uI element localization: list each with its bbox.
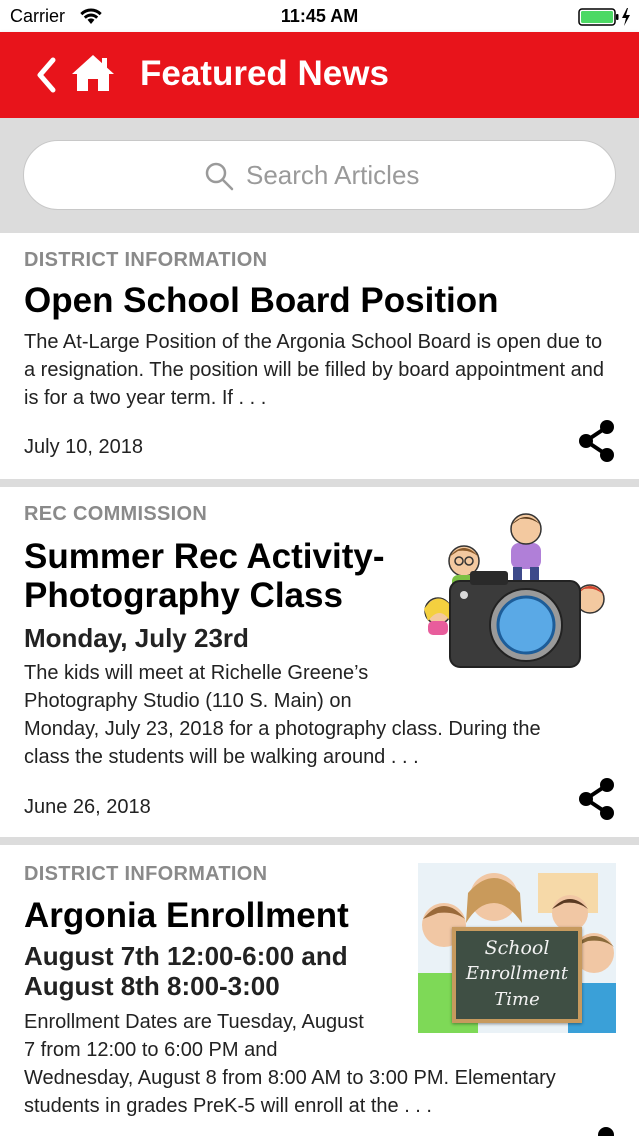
search-input[interactable] [246,155,546,195]
article-category: DISTRICT INFORMATION [24,249,268,271]
article-summary-line3: Monday, July 23, 2018 for a photography class. During the [24,718,541,740]
article-subhead-line2: August 8th 8:00-3:00 [24,971,280,1001]
search-area [0,118,639,232]
article-card[interactable] [0,487,639,837]
article-summary-line1: The kids will meet at Richelle Greene’s [24,662,369,684]
article-headline[interactable]: Argonia Enrollment [24,896,349,935]
enrollment-photo[interactable] [418,863,616,1033]
search-box[interactable] [23,140,616,210]
share-icon[interactable] [594,1123,618,1136]
article-card[interactable] [0,233,639,479]
article-subhead: Monday, July 23rd [24,623,249,653]
share-icon[interactable] [576,777,618,826]
chalkboard-text-line1: School [484,937,550,959]
chalkboard [452,927,582,1023]
clock: 11:45 AM [280,6,359,26]
page-title: Featured News [140,54,389,93]
back-chevron-icon[interactable] [34,56,58,99]
article-category: REC COMMISSION [24,503,208,525]
status-bar [0,0,639,32]
article-summary-line2: 7 from 12:00 to 6:00 PM and [24,1039,278,1061]
nav-bar [0,32,639,118]
article-summary-line1: Enrollment Dates are Tuesday, August [24,1011,364,1033]
carrier-label: Carrier [10,6,66,26]
article-headline-line2[interactable]: Photography Class [24,576,343,615]
article-summary-line3: Wednesday, August 8 from 8:00 AM to 3:00 PM. Elementary [24,1067,556,1089]
home-icon[interactable] [70,52,116,99]
search-icon [204,161,234,196]
article-date: June 26, 2018 [24,796,151,818]
article-summary-line2: Photography Studio (110 S. Main) on [24,690,352,712]
chalkboard-text-line3: Time [494,989,540,1010]
battery-icon [578,7,634,32]
chalkboard-text-line2: Enrollment [465,963,569,984]
share-icon[interactable] [576,419,618,468]
article-date: July 10, 2018 [24,436,143,458]
article-headline[interactable]: Open School Board Position [24,281,499,320]
article-category: DISTRICT INFORMATION [24,863,268,885]
article-summary: The At-Large Position of the Argonia School Board is open due to a resignation. The position will be filled by board appointment and is for a two year term. If . . . [24,331,604,409]
article-card[interactable] [0,845,639,1136]
article-headline-line1[interactable]: Summer Rec Activity- [24,537,385,576]
article-summary-line4: students in grades PreK-5 will enroll at the . . . [24,1095,432,1117]
kids-camera-illustration[interactable] [420,509,610,679]
article-summary-line4: class the students will be walking around . . . [24,746,419,768]
article-subhead-line1: August 7th 12:00-6:00 and [24,941,348,971]
